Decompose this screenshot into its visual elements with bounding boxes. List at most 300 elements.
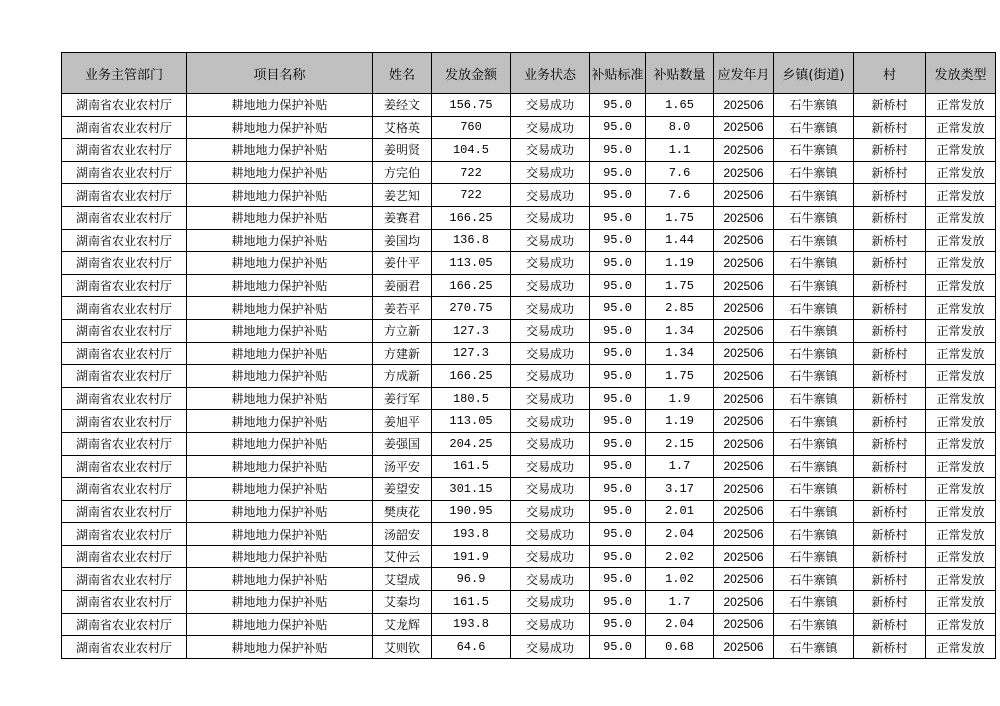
cell-amount: 191.9 <box>432 545 511 568</box>
cell-quantity: 1.19 <box>646 410 714 433</box>
table-row <box>62 365 996 388</box>
cell-project-name: 耕地地力保护补贴 <box>187 636 373 659</box>
cell-township: 石牛寨镇 <box>774 116 854 139</box>
cell-village: 新桥村 <box>854 545 926 568</box>
cell-village: 新桥村 <box>854 139 926 162</box>
cell-standard: 95.0 <box>590 94 646 117</box>
cell-period: 202506 <box>714 478 774 501</box>
cell-amount: 166.25 <box>432 365 511 388</box>
cell-department: 湖南省农业农村厅 <box>62 500 187 523</box>
cell-payment-type: 正常发放 <box>926 206 996 229</box>
cell-project-name: 耕地地力保护补贴 <box>187 387 373 410</box>
cell-status: 交易成功 <box>511 591 590 614</box>
cell-department: 湖南省农业农村厅 <box>62 591 187 614</box>
cell-township: 石牛寨镇 <box>774 523 854 546</box>
cell-project-name: 耕地地力保护补贴 <box>187 455 373 478</box>
cell-amount: 190.95 <box>432 500 511 523</box>
cell-standard: 95.0 <box>590 206 646 229</box>
table-row <box>62 410 996 433</box>
cell-amount: 166.25 <box>432 274 511 297</box>
cell-status: 交易成功 <box>511 636 590 659</box>
cell-township: 石牛寨镇 <box>774 94 854 117</box>
cell-village: 新桥村 <box>854 252 926 275</box>
cell-payment-type: 正常发放 <box>926 545 996 568</box>
cell-period: 202506 <box>714 591 774 614</box>
cell-department: 湖南省农业农村厅 <box>62 568 187 591</box>
cell-department: 湖南省农业农村厅 <box>62 206 187 229</box>
cell-period: 202506 <box>714 545 774 568</box>
cell-payment-type: 正常发放 <box>926 500 996 523</box>
cell-name: 姜什平 <box>373 252 432 275</box>
cell-standard: 95.0 <box>590 252 646 275</box>
cell-department: 湖南省农业农村厅 <box>62 545 187 568</box>
cell-period: 202506 <box>714 206 774 229</box>
cell-name: 艾仲云 <box>373 545 432 568</box>
cell-department: 湖南省农业农村厅 <box>62 297 187 320</box>
cell-standard: 95.0 <box>590 161 646 184</box>
cell-standard: 95.0 <box>590 410 646 433</box>
cell-amount: 204.25 <box>432 432 511 455</box>
cell-period: 202506 <box>714 297 774 320</box>
table-row <box>62 229 996 252</box>
cell-name: 方建新 <box>373 342 432 365</box>
header-status: 业务状态 <box>511 53 590 94</box>
cell-name: 汤韶安 <box>373 523 432 546</box>
cell-payment-type: 正常发放 <box>926 523 996 546</box>
cell-status: 交易成功 <box>511 500 590 523</box>
cell-payment-type: 正常发放 <box>926 139 996 162</box>
table-row <box>62 455 996 478</box>
cell-period: 202506 <box>714 568 774 591</box>
cell-quantity: 8.0 <box>646 116 714 139</box>
cell-village: 新桥村 <box>854 206 926 229</box>
cell-village: 新桥村 <box>854 274 926 297</box>
table-row <box>62 636 996 659</box>
cell-village: 新桥村 <box>854 410 926 433</box>
cell-payment-type: 正常发放 <box>926 432 996 455</box>
table-row <box>62 568 996 591</box>
cell-village: 新桥村 <box>854 613 926 636</box>
cell-township: 石牛寨镇 <box>774 161 854 184</box>
table-row <box>62 342 996 365</box>
cell-period: 202506 <box>714 342 774 365</box>
cell-project-name: 耕地地力保护补贴 <box>187 365 373 388</box>
cell-name: 姜丽君 <box>373 274 432 297</box>
header-project-name: 项目名称 <box>187 53 373 94</box>
cell-project-name: 耕地地力保护补贴 <box>187 94 373 117</box>
table-row <box>62 319 996 342</box>
cell-period: 202506 <box>714 94 774 117</box>
cell-amount: 64.6 <box>432 636 511 659</box>
header-village: 村 <box>854 53 926 94</box>
cell-status: 交易成功 <box>511 139 590 162</box>
cell-project-name: 耕地地力保护补贴 <box>187 342 373 365</box>
cell-payment-type: 正常发放 <box>926 342 996 365</box>
cell-project-name: 耕地地力保护补贴 <box>187 568 373 591</box>
cell-department: 湖南省农业农村厅 <box>62 432 187 455</box>
cell-amount: 127.3 <box>432 342 511 365</box>
cell-payment-type: 正常发放 <box>926 184 996 207</box>
cell-period: 202506 <box>714 139 774 162</box>
table-row <box>62 545 996 568</box>
cell-department: 湖南省农业农村厅 <box>62 161 187 184</box>
cell-project-name: 耕地地力保护补贴 <box>187 229 373 252</box>
cell-quantity: 2.85 <box>646 297 714 320</box>
cell-name: 艾格英 <box>373 116 432 139</box>
cell-status: 交易成功 <box>511 297 590 320</box>
cell-name: 艾望成 <box>373 568 432 591</box>
subsidy-table <box>61 52 996 659</box>
cell-status: 交易成功 <box>511 342 590 365</box>
table-row <box>62 116 996 139</box>
cell-amount: 760 <box>432 116 511 139</box>
cell-status: 交易成功 <box>511 229 590 252</box>
cell-village: 新桥村 <box>854 478 926 501</box>
cell-status: 交易成功 <box>511 410 590 433</box>
cell-status: 交易成功 <box>511 568 590 591</box>
cell-department: 湖南省农业农村厅 <box>62 455 187 478</box>
cell-payment-type: 正常发放 <box>926 365 996 388</box>
cell-quantity: 1.34 <box>646 342 714 365</box>
cell-payment-type: 正常发放 <box>926 568 996 591</box>
cell-quantity: 1.7 <box>646 591 714 614</box>
cell-name: 方立新 <box>373 319 432 342</box>
cell-standard: 95.0 <box>590 613 646 636</box>
cell-village: 新桥村 <box>854 342 926 365</box>
table-header-row <box>62 53 996 94</box>
cell-payment-type: 正常发放 <box>926 591 996 614</box>
header-standard: 补贴标准 <box>590 53 646 94</box>
cell-department: 湖南省农业农村厅 <box>62 139 187 162</box>
cell-township: 石牛寨镇 <box>774 274 854 297</box>
header-amount: 发放金额 <box>432 53 511 94</box>
cell-standard: 95.0 <box>590 365 646 388</box>
cell-period: 202506 <box>714 613 774 636</box>
cell-name: 姜艺知 <box>373 184 432 207</box>
cell-township: 石牛寨镇 <box>774 297 854 320</box>
cell-name: 方成新 <box>373 365 432 388</box>
cell-quantity: 1.75 <box>646 206 714 229</box>
cell-standard: 95.0 <box>590 387 646 410</box>
cell-period: 202506 <box>714 319 774 342</box>
cell-period: 202506 <box>714 252 774 275</box>
cell-quantity: 3.17 <box>646 478 714 501</box>
cell-name: 姜旭平 <box>373 410 432 433</box>
cell-payment-type: 正常发放 <box>926 116 996 139</box>
cell-status: 交易成功 <box>511 455 590 478</box>
cell-status: 交易成功 <box>511 523 590 546</box>
cell-standard: 95.0 <box>590 478 646 501</box>
cell-status: 交易成功 <box>511 252 590 275</box>
cell-period: 202506 <box>714 432 774 455</box>
cell-township: 石牛寨镇 <box>774 455 854 478</box>
cell-quantity: 1.44 <box>646 229 714 252</box>
cell-payment-type: 正常发放 <box>926 297 996 320</box>
cell-amount: 722 <box>432 184 511 207</box>
cell-name: 姜国均 <box>373 229 432 252</box>
cell-amount: 96.9 <box>432 568 511 591</box>
cell-amount: 113.05 <box>432 410 511 433</box>
cell-village: 新桥村 <box>854 319 926 342</box>
cell-amount: 161.5 <box>432 455 511 478</box>
cell-standard: 95.0 <box>590 568 646 591</box>
cell-village: 新桥村 <box>854 229 926 252</box>
cell-project-name: 耕地地力保护补贴 <box>187 591 373 614</box>
cell-standard: 95.0 <box>590 274 646 297</box>
table-row <box>62 94 996 117</box>
cell-township: 石牛寨镇 <box>774 365 854 388</box>
cell-department: 湖南省农业农村厅 <box>62 274 187 297</box>
header-quantity: 补贴数量 <box>646 53 714 94</box>
cell-village: 新桥村 <box>854 523 926 546</box>
cell-department: 湖南省农业农村厅 <box>62 342 187 365</box>
cell-payment-type: 正常发放 <box>926 636 996 659</box>
cell-standard: 95.0 <box>590 591 646 614</box>
cell-department: 湖南省农业农村厅 <box>62 387 187 410</box>
cell-period: 202506 <box>714 116 774 139</box>
cell-name: 姜望安 <box>373 478 432 501</box>
table-row <box>62 274 996 297</box>
cell-quantity: 1.02 <box>646 568 714 591</box>
cell-village: 新桥村 <box>854 636 926 659</box>
cell-status: 交易成功 <box>511 161 590 184</box>
cell-status: 交易成功 <box>511 478 590 501</box>
cell-name: 艾则钦 <box>373 636 432 659</box>
cell-period: 202506 <box>714 184 774 207</box>
cell-status: 交易成功 <box>511 116 590 139</box>
cell-department: 湖南省农业农村厅 <box>62 184 187 207</box>
cell-project-name: 耕地地力保护补贴 <box>187 319 373 342</box>
cell-township: 石牛寨镇 <box>774 478 854 501</box>
cell-department: 湖南省农业农村厅 <box>62 365 187 388</box>
header-payment-type: 发放类型 <box>926 53 996 94</box>
cell-project-name: 耕地地力保护补贴 <box>187 274 373 297</box>
cell-period: 202506 <box>714 229 774 252</box>
cell-amount: 156.75 <box>432 94 511 117</box>
cell-status: 交易成功 <box>511 545 590 568</box>
cell-township: 石牛寨镇 <box>774 206 854 229</box>
cell-township: 石牛寨镇 <box>774 568 854 591</box>
cell-standard: 95.0 <box>590 545 646 568</box>
cell-project-name: 耕地地力保护补贴 <box>187 116 373 139</box>
cell-quantity: 2.02 <box>646 545 714 568</box>
cell-township: 石牛寨镇 <box>774 319 854 342</box>
table-row <box>62 523 996 546</box>
cell-department: 湖南省农业农村厅 <box>62 252 187 275</box>
cell-department: 湖南省农业农村厅 <box>62 116 187 139</box>
table-row <box>62 252 996 275</box>
cell-period: 202506 <box>714 365 774 388</box>
cell-period: 202506 <box>714 274 774 297</box>
cell-standard: 95.0 <box>590 455 646 478</box>
cell-village: 新桥村 <box>854 455 926 478</box>
cell-department: 湖南省农业农村厅 <box>62 410 187 433</box>
cell-payment-type: 正常发放 <box>926 252 996 275</box>
cell-quantity: 1.19 <box>646 252 714 275</box>
cell-department: 湖南省农业农村厅 <box>62 636 187 659</box>
cell-payment-type: 正常发放 <box>926 274 996 297</box>
cell-period: 202506 <box>714 455 774 478</box>
cell-name: 姜明贤 <box>373 139 432 162</box>
cell-quantity: 1.65 <box>646 94 714 117</box>
cell-township: 石牛寨镇 <box>774 387 854 410</box>
cell-standard: 95.0 <box>590 139 646 162</box>
cell-payment-type: 正常发放 <box>926 387 996 410</box>
cell-amount: 113.05 <box>432 252 511 275</box>
cell-status: 交易成功 <box>511 613 590 636</box>
cell-township: 石牛寨镇 <box>774 410 854 433</box>
cell-standard: 95.0 <box>590 523 646 546</box>
cell-project-name: 耕地地力保护补贴 <box>187 478 373 501</box>
cell-project-name: 耕地地力保护补贴 <box>187 410 373 433</box>
table-row <box>62 297 996 320</box>
cell-village: 新桥村 <box>854 94 926 117</box>
cell-project-name: 耕地地力保护补贴 <box>187 252 373 275</box>
cell-status: 交易成功 <box>511 319 590 342</box>
cell-standard: 95.0 <box>590 636 646 659</box>
cell-village: 新桥村 <box>854 387 926 410</box>
cell-quantity: 1.7 <box>646 455 714 478</box>
cell-amount: 193.8 <box>432 523 511 546</box>
cell-quantity: 1.75 <box>646 274 714 297</box>
table-body <box>62 94 996 659</box>
cell-payment-type: 正常发放 <box>926 319 996 342</box>
cell-standard: 95.0 <box>590 184 646 207</box>
cell-period: 202506 <box>714 636 774 659</box>
cell-village: 新桥村 <box>854 297 926 320</box>
cell-name: 方完伯 <box>373 161 432 184</box>
cell-period: 202506 <box>714 500 774 523</box>
header-township: 乡镇(街道) <box>774 53 854 94</box>
cell-township: 石牛寨镇 <box>774 591 854 614</box>
cell-department: 湖南省农业农村厅 <box>62 613 187 636</box>
cell-name: 姜若平 <box>373 297 432 320</box>
cell-status: 交易成功 <box>511 274 590 297</box>
cell-name: 艾龙辉 <box>373 613 432 636</box>
cell-amount: 270.75 <box>432 297 511 320</box>
cell-quantity: 2.04 <box>646 613 714 636</box>
cell-project-name: 耕地地力保护补贴 <box>187 184 373 207</box>
cell-payment-type: 正常发放 <box>926 94 996 117</box>
cell-standard: 95.0 <box>590 116 646 139</box>
cell-quantity: 7.6 <box>646 184 714 207</box>
cell-standard: 95.0 <box>590 229 646 252</box>
cell-amount: 193.8 <box>432 613 511 636</box>
cell-standard: 95.0 <box>590 432 646 455</box>
header-name: 姓名 <box>373 53 432 94</box>
cell-project-name: 耕地地力保护补贴 <box>187 613 373 636</box>
cell-payment-type: 正常发放 <box>926 478 996 501</box>
cell-quantity: 0.68 <box>646 636 714 659</box>
cell-amount: 166.25 <box>432 206 511 229</box>
cell-township: 石牛寨镇 <box>774 500 854 523</box>
cell-quantity: 2.04 <box>646 523 714 546</box>
cell-township: 石牛寨镇 <box>774 545 854 568</box>
table-row <box>62 139 996 162</box>
cell-status: 交易成功 <box>511 387 590 410</box>
cell-amount: 301.15 <box>432 478 511 501</box>
cell-department: 湖南省农业农村厅 <box>62 94 187 117</box>
cell-amount: 136.8 <box>432 229 511 252</box>
cell-quantity: 1.1 <box>646 139 714 162</box>
cell-project-name: 耕地地力保护补贴 <box>187 523 373 546</box>
table-row <box>62 500 996 523</box>
cell-standard: 95.0 <box>590 319 646 342</box>
cell-township: 石牛寨镇 <box>774 229 854 252</box>
table-row <box>62 432 996 455</box>
cell-department: 湖南省农业农村厅 <box>62 319 187 342</box>
cell-township: 石牛寨镇 <box>774 139 854 162</box>
cell-project-name: 耕地地力保护补贴 <box>187 206 373 229</box>
table-row <box>62 184 996 207</box>
cell-period: 202506 <box>714 523 774 546</box>
cell-name: 姜行军 <box>373 387 432 410</box>
cell-amount: 161.5 <box>432 591 511 614</box>
cell-period: 202506 <box>714 161 774 184</box>
cell-village: 新桥村 <box>854 432 926 455</box>
cell-payment-type: 正常发放 <box>926 455 996 478</box>
cell-township: 石牛寨镇 <box>774 432 854 455</box>
cell-project-name: 耕地地力保护补贴 <box>187 297 373 320</box>
cell-payment-type: 正常发放 <box>926 613 996 636</box>
cell-village: 新桥村 <box>854 184 926 207</box>
subsidy-sheet <box>61 52 996 659</box>
cell-amount: 180.5 <box>432 387 511 410</box>
cell-status: 交易成功 <box>511 365 590 388</box>
cell-project-name: 耕地地力保护补贴 <box>187 161 373 184</box>
cell-status: 交易成功 <box>511 184 590 207</box>
cell-department: 湖南省农业农村厅 <box>62 523 187 546</box>
table-row <box>62 206 996 229</box>
cell-status: 交易成功 <box>511 94 590 117</box>
cell-village: 新桥村 <box>854 161 926 184</box>
cell-project-name: 耕地地力保护补贴 <box>187 500 373 523</box>
cell-township: 石牛寨镇 <box>774 613 854 636</box>
cell-quantity: 7.6 <box>646 161 714 184</box>
cell-village: 新桥村 <box>854 116 926 139</box>
cell-village: 新桥村 <box>854 568 926 591</box>
cell-status: 交易成功 <box>511 432 590 455</box>
cell-village: 新桥村 <box>854 500 926 523</box>
table-row <box>62 161 996 184</box>
cell-name: 汤平安 <box>373 455 432 478</box>
table-row <box>62 591 996 614</box>
cell-payment-type: 正常发放 <box>926 229 996 252</box>
header-period: 应发年月 <box>714 53 774 94</box>
cell-amount: 104.5 <box>432 139 511 162</box>
cell-village: 新桥村 <box>854 591 926 614</box>
cell-amount: 127.3 <box>432 319 511 342</box>
cell-quantity: 2.15 <box>646 432 714 455</box>
cell-project-name: 耕地地力保护补贴 <box>187 139 373 162</box>
cell-name: 艾秦均 <box>373 591 432 614</box>
cell-name: 樊庚花 <box>373 500 432 523</box>
cell-township: 石牛寨镇 <box>774 184 854 207</box>
cell-period: 202506 <box>714 410 774 433</box>
table-row <box>62 613 996 636</box>
cell-quantity: 1.75 <box>646 365 714 388</box>
cell-department: 湖南省农业农村厅 <box>62 229 187 252</box>
table-row <box>62 478 996 501</box>
cell-village: 新桥村 <box>854 365 926 388</box>
cell-project-name: 耕地地力保护补贴 <box>187 545 373 568</box>
cell-township: 石牛寨镇 <box>774 342 854 365</box>
cell-name: 姜经文 <box>373 94 432 117</box>
cell-department: 湖南省农业农村厅 <box>62 478 187 501</box>
cell-standard: 95.0 <box>590 500 646 523</box>
cell-status: 交易成功 <box>511 206 590 229</box>
cell-name: 姜强国 <box>373 432 432 455</box>
